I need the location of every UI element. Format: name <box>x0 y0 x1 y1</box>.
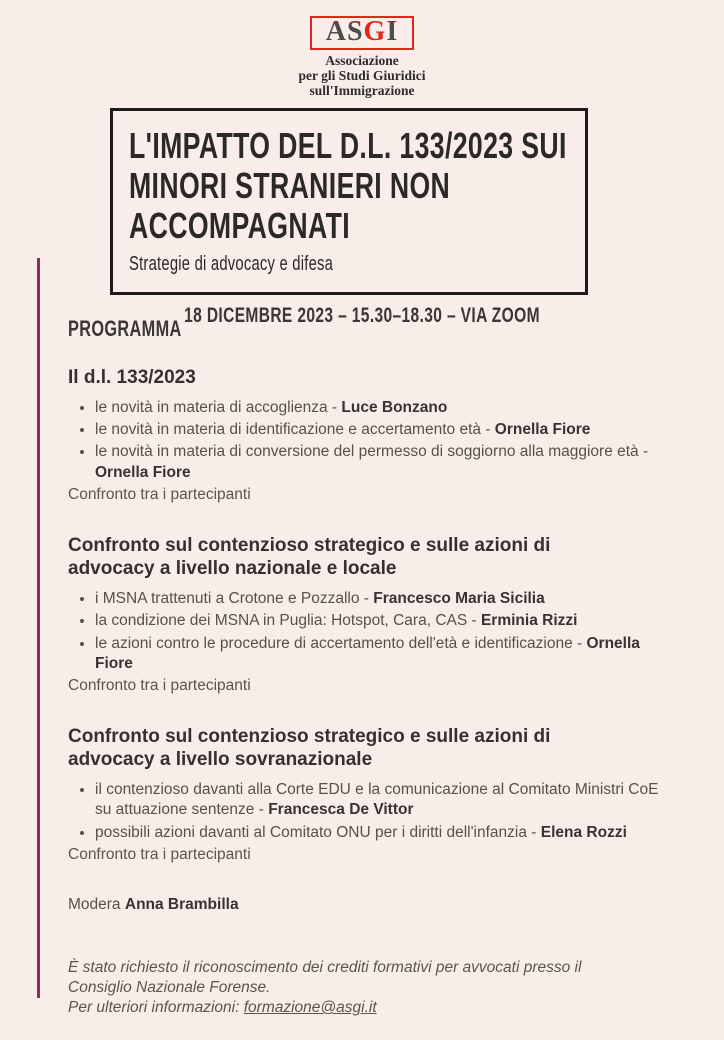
program-content <box>68 316 662 1018</box>
agenda-item-text: il contenzioso davanti alla Corte EDU e la comunicazione al Comitato Ministri CoE su attuazione sentenze - <box>95 781 659 819</box>
org-name-line1: Associazione <box>325 53 399 68</box>
agenda-item-text: i MSNA trattenuti a Crotone e Pozzallo - <box>95 590 374 608</box>
agenda-item <box>95 634 662 674</box>
event-title: L'IMPATTO DEL D.L. 133/2023 SUI MINORI STRANIERI NON ACCOMPAGNATI <box>129 125 567 246</box>
asgi-logo-box <box>310 16 414 50</box>
event-date: 18 DICEMBRE 2023 – 15.30–18.30 – VIA ZOOM <box>184 304 540 328</box>
agenda-item-text: le novità in materia di conversione del permesso di soggiorno alla maggiore età - <box>95 443 649 461</box>
asgi-logo <box>0 16 724 98</box>
section-note: Confronto tra i partecipanti <box>68 676 251 694</box>
section-note: Confronto tra i partecipanti <box>68 845 251 863</box>
flyer-page <box>0 16 724 1040</box>
agenda-item-text: le azioni contro le procedure di accertamento dell'età e identificazione - <box>95 634 587 652</box>
event-subtitle: Strategie di advocacy e difesa <box>129 253 334 276</box>
agenda-item-text: la condizione dei MSNA in Puglia: Hotspot, Cara, CAS - <box>95 612 481 630</box>
org-name <box>0 53 724 98</box>
agenda-item <box>95 442 662 482</box>
moderator-label: Modera <box>68 895 125 913</box>
contact-line <box>68 998 638 1018</box>
credits-line: È stato richiesto il riconoscimento dei crediti formativi per avvocati presso il Consiglio Nazionale Forense. <box>68 958 582 996</box>
accent-line <box>37 258 40 998</box>
agenda-item <box>95 611 662 631</box>
agenda-item <box>95 398 662 418</box>
agenda-item-text: le novità in materia di accoglienza - <box>95 399 342 417</box>
speaker-name: Francesca De Vittor <box>268 801 414 819</box>
section-heading: Il d.l. 133/2023 <box>68 367 196 388</box>
agenda-list <box>68 398 662 483</box>
speaker-name: Ornella Fiore <box>95 463 191 481</box>
speaker-name: Ornella Fiore <box>95 634 640 672</box>
email-link[interactable]: formazione@asgi.it <box>243 999 377 1017</box>
credits-note <box>68 958 638 1018</box>
section-note: Confronto tra i partecipanti <box>68 485 251 503</box>
agenda-list <box>68 780 662 842</box>
asgi-acronym <box>326 16 398 47</box>
asgi-acronym-g: G <box>363 16 387 47</box>
speaker-name: Luce Bonzano <box>341 399 448 417</box>
agenda-item <box>95 823 662 843</box>
agenda-item-text: le novità in materia di identificazione e accertamento età - <box>95 421 495 439</box>
speaker-name: Ornella Fiore <box>494 421 591 439</box>
program-label: PROGRAMMA <box>68 316 182 341</box>
section-contenzioso-nazionale <box>68 534 662 696</box>
moderator-name: Anna Brambilla <box>124 895 239 913</box>
section-heading: Confronto sul contenzioso strategico e sulle azioni di advocacy a livello sovranazionale <box>68 725 551 771</box>
agenda-list <box>68 589 662 674</box>
agenda-item <box>95 420 662 440</box>
section-dl-133-2023 <box>68 366 662 505</box>
section-heading: Confronto sul contenzioso strategico e sulle azioni di advocacy a livello nazionale e locale <box>68 534 551 580</box>
speaker-name: Erminia Rizzi <box>480 612 578 630</box>
contact-prefix: Per ulteriori informazioni: <box>68 999 244 1017</box>
asgi-acronym-as: AS <box>325 16 364 47</box>
speaker-name: Elena Rozzi <box>540 823 627 841</box>
agenda-item <box>95 780 662 820</box>
agenda-item-text: possibili azioni davanti al Comitato ONU per i diritti dell'infanzia - <box>95 823 541 841</box>
org-name-line2: per gli Studi Giuridici <box>298 68 426 84</box>
speaker-name: Francesco Maria Sicilia <box>373 590 545 608</box>
section-contenzioso-sovranazionale <box>68 725 662 865</box>
asgi-acronym-i: I <box>386 16 399 47</box>
moderator-line <box>68 896 662 914</box>
agenda-item <box>95 589 662 609</box>
title-box <box>110 108 588 295</box>
org-name-line3: sull'Immigrazione <box>309 83 415 99</box>
